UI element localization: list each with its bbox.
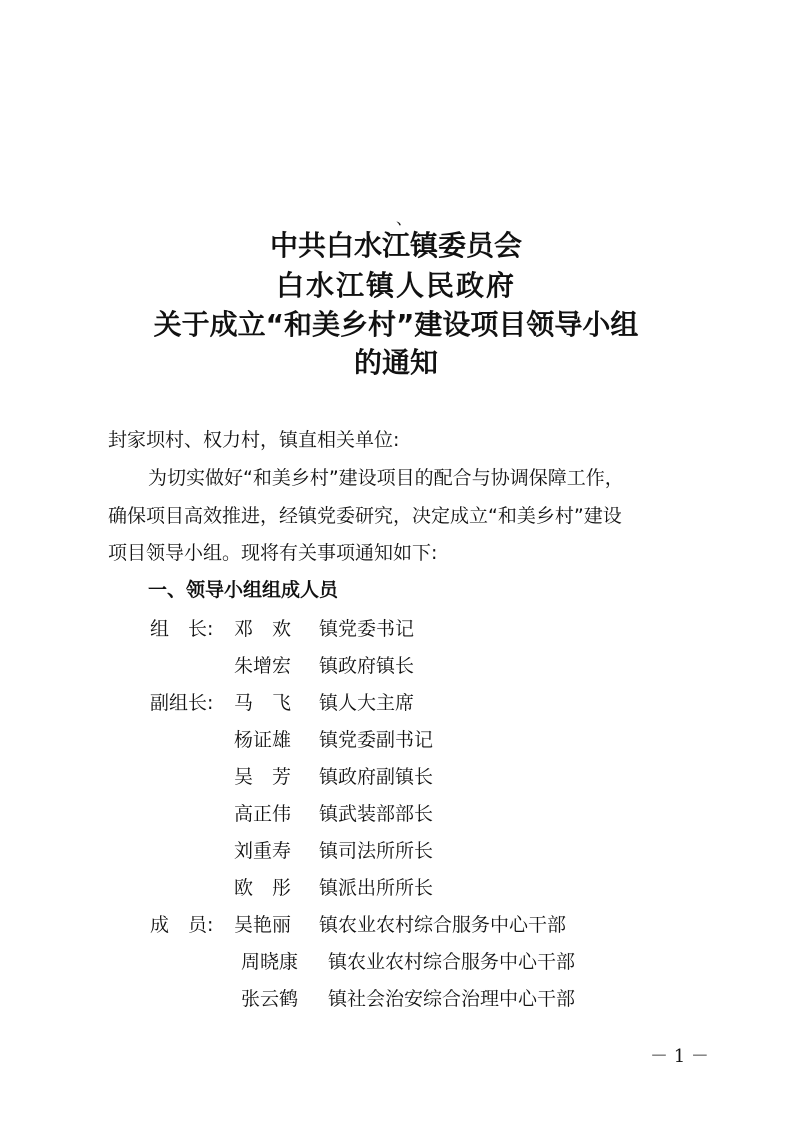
member-position: 镇司法所所长 [319, 840, 434, 862]
member-position: 镇政府镇长 [319, 655, 415, 677]
member-name: 张云鹤 [241, 988, 299, 1010]
member-position: 镇农业农村综合服务中心干部 [319, 914, 567, 936]
member-name: 周晓康 [241, 951, 299, 973]
salutation: 封家坝村、权力村，镇直相关单位: [108, 429, 400, 451]
section-heading: 一、领导小组组成人员 [148, 579, 339, 601]
paragraph-line-3: 项目领导小组。现将有关事项通知如下: [108, 542, 438, 564]
title-line-2: 白水江镇人民政府 [275, 269, 516, 302]
member-position: 镇党委书记 [319, 618, 415, 640]
title-line-4: 的通知 [353, 346, 438, 379]
member-position: 镇农业农村综合服务中心干部 [328, 951, 576, 973]
member-position: 镇人大主席 [319, 692, 415, 714]
member-name: 杨证雄 [234, 729, 292, 751]
member-name: 朱增宏 [234, 655, 292, 677]
member-position: 镇派出所所长 [319, 877, 434, 899]
member-name: 欧 彤 [234, 877, 292, 899]
member-position: 镇社会治安综合治理中心干部 [328, 988, 576, 1010]
title-line-3: 关于成立“和美乡村”建设项目领导小组 [153, 308, 639, 341]
member-name: 马 飞 [234, 692, 292, 714]
member-position: 镇武装部部长 [319, 803, 434, 825]
member-name: 刘重寿 [234, 840, 292, 862]
paragraph-line-1: 为切实做好“和美乡村”建设项目的配合与协调保障工作， [148, 467, 624, 489]
member-position: 镇政府副镇长 [319, 766, 434, 788]
member-name: 吴 芳 [234, 766, 292, 788]
member-role: 组 长: [150, 618, 214, 640]
member-name: 吴艳丽 [234, 914, 292, 936]
paragraph-line-2: 确保项目高效推进，经镇党委研究，决定成立“和美乡村”建设 [108, 505, 622, 527]
stray-mark: 、 [396, 209, 413, 228]
member-role: 成 员: [150, 914, 214, 936]
member-role: 副组长: [150, 692, 214, 714]
member-position: 镇党委副书记 [319, 729, 434, 751]
member-name: 高正伟 [234, 803, 292, 825]
member-name: 邓 欢 [234, 618, 292, 640]
page-number: － 1 － [650, 1046, 709, 1067]
title-line-1: 中共白水江镇委员会 [269, 229, 522, 262]
